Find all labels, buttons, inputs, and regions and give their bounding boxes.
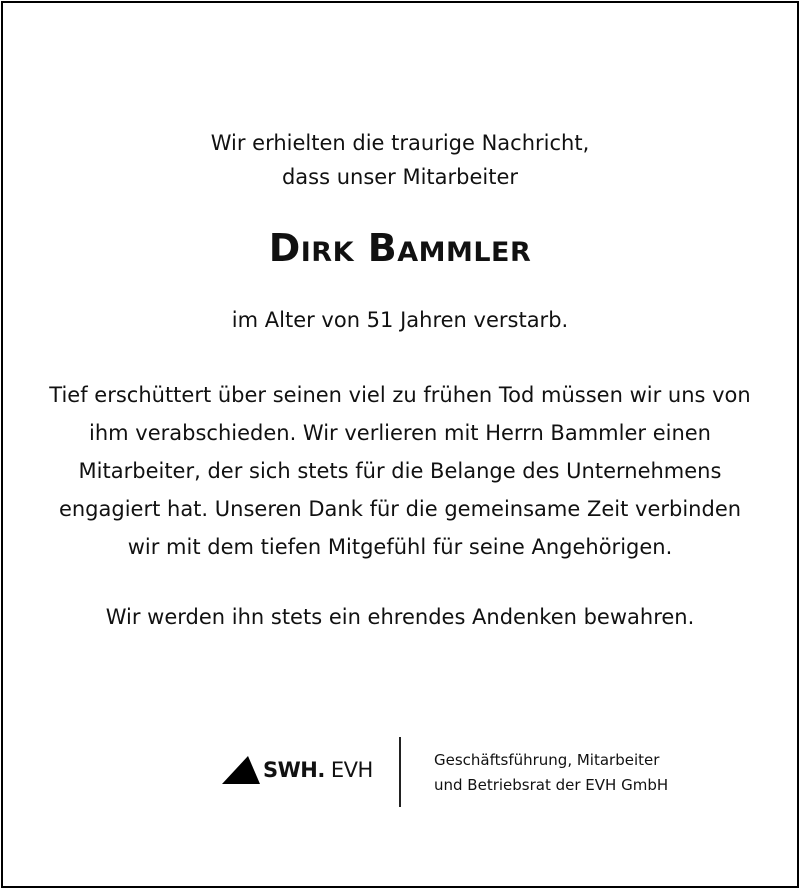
body-paragraph <box>0 376 800 566</box>
body-line: Mitarbeiter, der sich stets für die Belange des Unternehmens <box>78 459 722 483</box>
intro-line: Wir erhielten die traurige Nachricht, <box>210 131 590 155</box>
signature-block <box>434 748 668 798</box>
intro-line: dass unser Mitarbeiter <box>281 165 519 189</box>
body-line: engagiert hat. Unseren Dank für die gemeinsame Zeit verbinden <box>58 497 742 521</box>
body-line: wir mit dem tiefen Mitgefühl für seine Angehörigen. <box>127 535 673 559</box>
intro-text <box>0 126 800 194</box>
closing-line: Wir werden ihn stets ein ehrendes Andenken bewahren. <box>105 605 695 629</box>
triangle-logo-icon <box>222 756 260 784</box>
logo-brand-bold: SWH. <box>263 758 325 782</box>
body-line: Tief erschüttert über seinen viel zu frühen Tod müssen wir uns von <box>49 383 751 407</box>
company-logo <box>222 755 373 785</box>
deceased-name: Dirk Bammler <box>268 226 532 270</box>
age-line: im Alter von 51 Jahren verstarb. <box>231 308 569 332</box>
footer-divider <box>399 737 401 807</box>
signature-line: und Betriebsrat der EVH GmbH <box>434 776 669 794</box>
signature-line: Geschäftsführung, Mitarbeiter <box>434 751 660 769</box>
body-line: ihm verabschieden. Wir verlieren mit Herrn Bammler einen <box>89 421 711 445</box>
logo-brand-regular: EVH <box>330 758 373 782</box>
